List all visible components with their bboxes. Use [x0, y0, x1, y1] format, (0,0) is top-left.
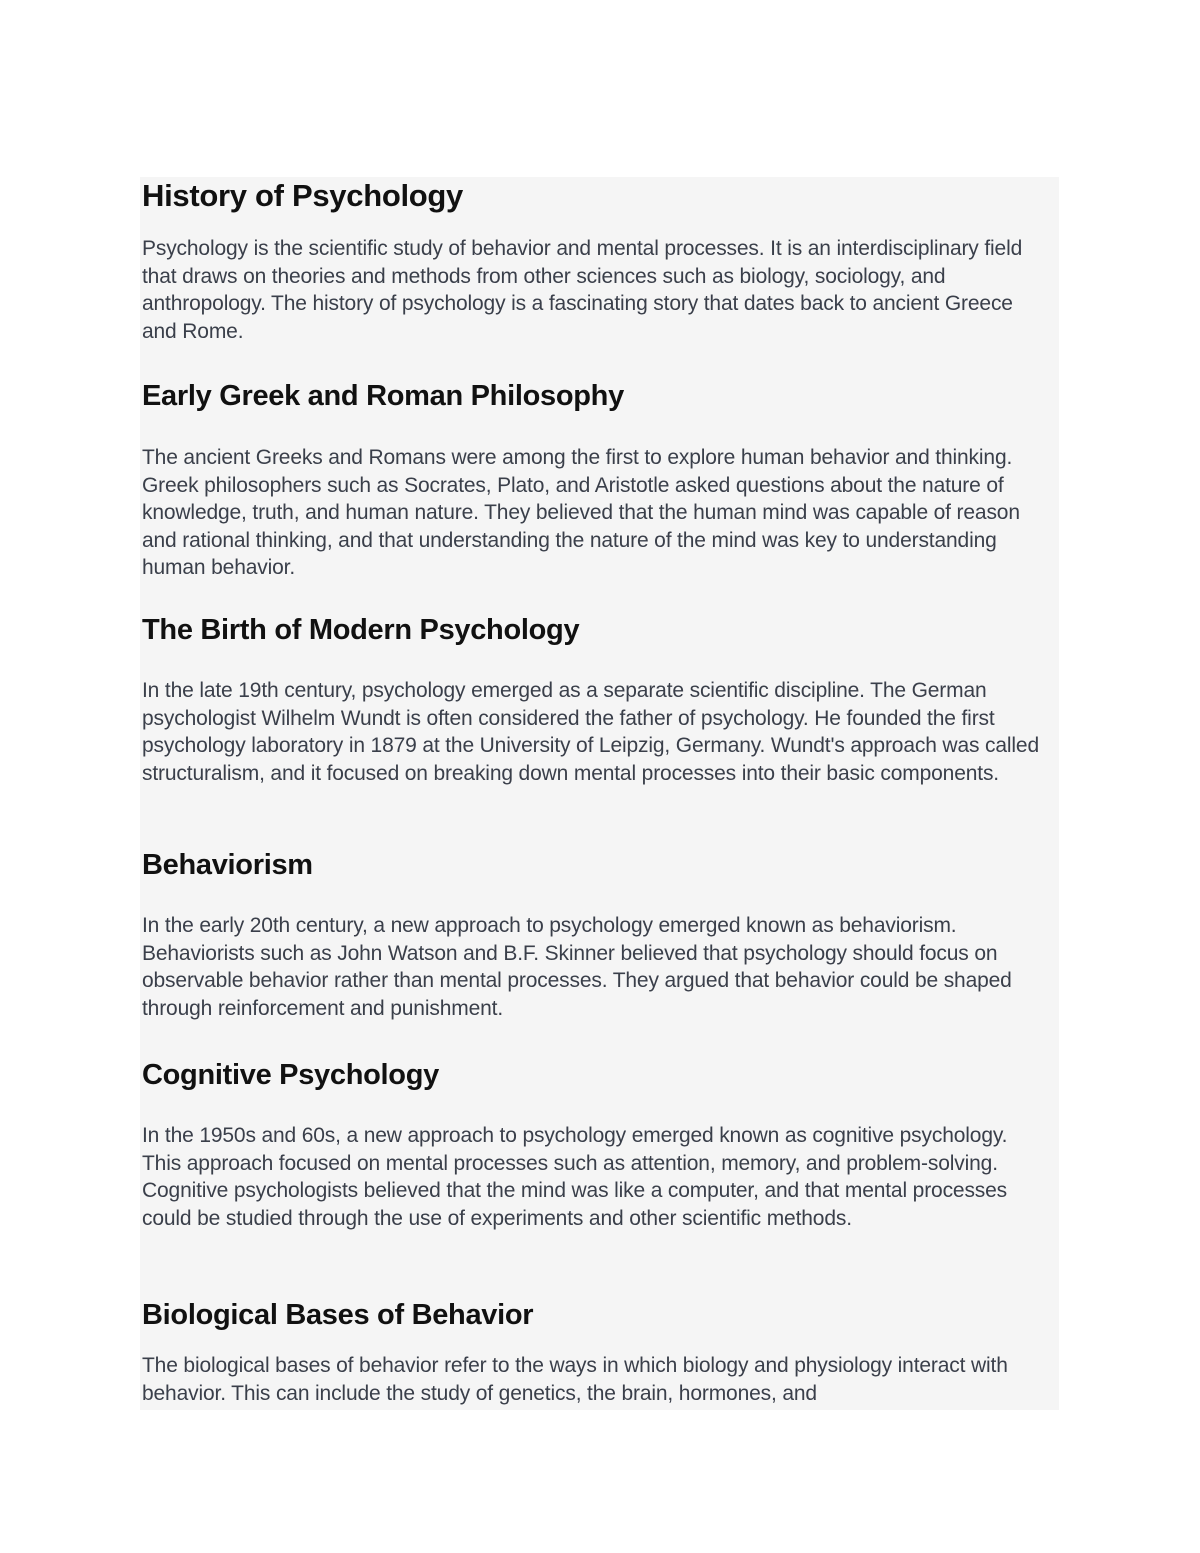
section-biological-bases	[142, 1297, 1045, 1407]
section-heading: The Birth of Modern Psychology	[142, 614, 580, 646]
document-content	[140, 177, 1059, 1410]
section-history-of-psychology	[142, 177, 1045, 345]
section-body: Psychology is the scientific study of behavior and mental processes. It is an interdisciplinary field that draws on theories and methods from other sciences such as biology, sociology, and anthropology. The history of psychology is a fascinating story that dates back to ancient Greece and Rome.	[142, 237, 1023, 343]
section-heading: Behaviorism	[142, 849, 313, 881]
section-heading: Biological Bases of Behavior	[142, 1299, 534, 1331]
section-body: In the early 20th century, a new approach to psychology emerged known as behaviorism. Behaviorists such as John Watson and B.F. Skinner believed that psychology should focus on observable behavior rather than mental processes. They argued that behavior could be shaped through reinforcement and punishment.	[142, 914, 1012, 1020]
section-heading: Early Greek and Roman Philosophy	[142, 380, 624, 412]
section-body: In the late 19th century, psychology emerged as a separate scientific discipline. The German psychologist Wilhelm Wundt is often considered the father of psychology. He founded the first psychology laboratory in 1879 at the University of Leipzig, Germany. Wundt's approach was called structuralism, and it focused on breaking down mental processes into their basic components.	[142, 679, 1039, 785]
section-body: The ancient Greeks and Romans were among the first to explore human behavior and thinking. Greek philosophers such as Socrates, Plato, and Aristotle asked questions about the nature of knowledge, truth, and human nature. They believed that the human mind was capable of reason and rational thinking, and that understanding the nature of the mind was key to understanding human behavior.	[142, 446, 1020, 580]
section-body: The biological bases of behavior refer to the ways in which biology and physiology interact with behavior. This can include the study of genetics, the brain, hormones, and	[142, 1354, 1008, 1405]
page-title: History of Psychology	[142, 178, 463, 213]
section-body: In the 1950s and 60s, a new approach to psychology emerged known as cognitive psychology. This approach focused on mental processes such as attention, memory, and problem-solving. Cognitive psychologists believed that the mind was like a computer, and that mental processes could be studied through the use of experiments and other scientific methods.	[142, 1124, 1008, 1230]
section-behaviorism	[142, 847, 1045, 1022]
section-birth-modern-psychology	[142, 612, 1045, 787]
section-early-greek-roman	[142, 378, 1045, 582]
section-heading: Cognitive Psychology	[142, 1059, 439, 1091]
section-cognitive-psychology	[142, 1057, 1045, 1232]
